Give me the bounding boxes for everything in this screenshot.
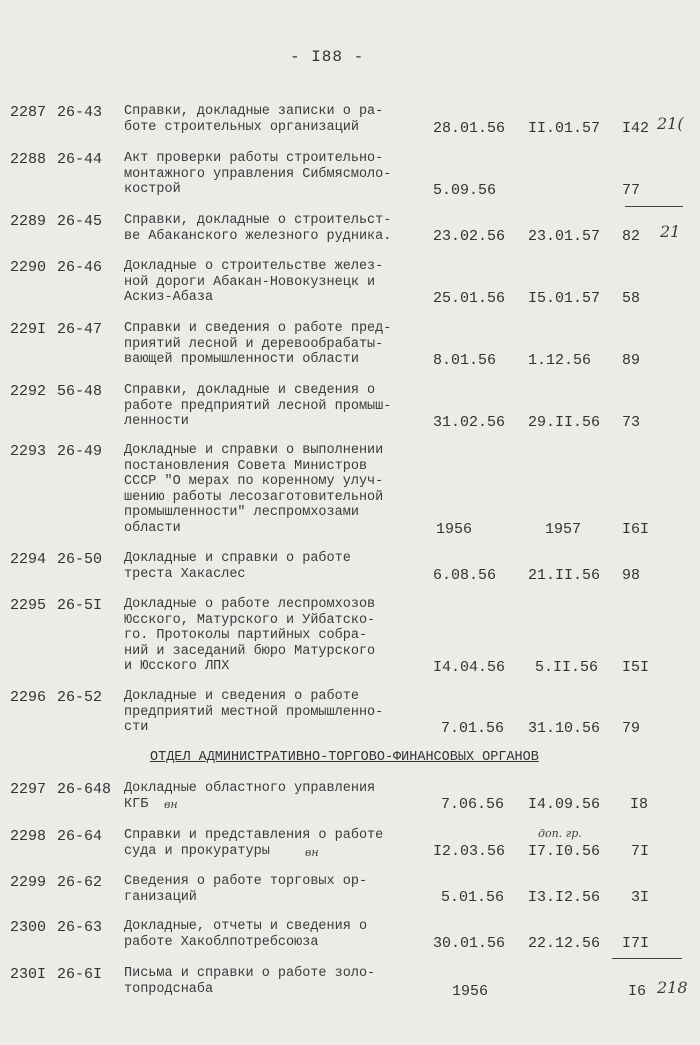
row-sheet-count: I6 xyxy=(628,983,647,1000)
row-start-date: I2.03.56 xyxy=(433,843,506,860)
row-end-date: II.01.57 xyxy=(528,120,601,137)
row-start-date: I4.04.56 xyxy=(433,659,506,676)
row-code: 26-43 xyxy=(57,104,103,121)
row-description: Докладные и справки о работе треста Хакаслес xyxy=(124,551,351,582)
row-description: Докладные и сведения о работе предприятий местной промышленно- сти xyxy=(124,689,384,735)
row-end-date: 29.II.56 xyxy=(528,414,601,431)
row-description: Докладные областного управления КГБ xyxy=(124,781,376,812)
row-code: 26-62 xyxy=(57,874,103,891)
row-sheet-count: I42 xyxy=(622,120,650,137)
row-description: Сведения о работе торговых ор- ганизаций xyxy=(124,874,368,905)
row-number: 2292 xyxy=(10,383,47,400)
row-description: Справки, докладные и сведения о работе предприятий лесной промыш- ленности xyxy=(124,383,392,429)
row-code: 26-52 xyxy=(57,689,103,706)
row-handwritten-note: 218 xyxy=(657,978,688,997)
row-description: Докладные о строительстве желез- ной дороги Абакан-Новокузнецк и Аскиз-Абаза xyxy=(124,259,384,305)
row-description: Справки, докладные записки о ра- боте строительных организаций xyxy=(124,104,384,135)
row-number: 2293 xyxy=(10,443,47,460)
row-end-date: I4.09.56 xyxy=(528,796,601,813)
row-sheet-count: I7I xyxy=(622,935,650,952)
handwritten-underline xyxy=(612,958,682,959)
row-code: 26-5I xyxy=(57,597,103,614)
row-number: 2295 xyxy=(10,597,47,614)
row-start-date: 5.09.56 xyxy=(433,182,497,199)
row-sheet-count: 77 xyxy=(622,182,641,199)
row-description: Докладные, отчеты и сведения о работе Хакоблпотребсоюза xyxy=(124,919,368,950)
row-number: 2289 xyxy=(10,213,47,230)
row-start-date: 6.08.56 xyxy=(433,567,497,584)
row-end-date: 31.10.56 xyxy=(528,720,601,737)
row-end-date: 21.II.56 xyxy=(528,567,601,584)
row-code: 26-648 xyxy=(57,781,112,798)
row-start-date: 30.01.56 xyxy=(433,935,506,952)
row-start-date: 8.01.56 xyxy=(433,352,497,369)
row-number: 229I xyxy=(10,321,47,338)
row-handwritten-note: 21( xyxy=(657,114,684,133)
row-number: 2300 xyxy=(10,919,47,936)
row-code: 26-46 xyxy=(57,259,103,276)
row-end-date: 22.12.56 xyxy=(528,935,601,952)
row-sheet-count: 89 xyxy=(622,352,641,369)
row-sheet-count: 79 xyxy=(622,720,641,737)
row-sheet-count: 3I xyxy=(631,889,650,906)
row-handwritten-note: 21 xyxy=(660,222,681,241)
row-number: 2288 xyxy=(10,151,47,168)
row-sheet-count: 58 xyxy=(622,290,641,307)
row-code: 26-64 xyxy=(57,828,103,845)
row-handwritten-note: вн xyxy=(164,798,178,811)
row-end-date: I3.I2.56 xyxy=(528,889,601,906)
row-start-date: 31.02.56 xyxy=(433,414,506,431)
row-number: 230I xyxy=(10,966,47,983)
row-end-date: 1957 xyxy=(545,521,582,538)
row-code: 26-63 xyxy=(57,919,103,936)
row-start-date: 1956 xyxy=(436,521,473,538)
row-code: 26-47 xyxy=(57,321,103,338)
row-sheet-count: I5I xyxy=(622,659,650,676)
row-end-date: I7.I0.56 xyxy=(528,843,601,860)
row-end-date: 5.II.56 xyxy=(535,659,599,676)
page-number: - I88 - xyxy=(290,48,365,66)
row-handwritten-note: вн xyxy=(305,846,319,859)
row-description: Акт проверки работы строительно- монтажного управления Сибмясмоло- кострой xyxy=(124,151,392,197)
row-code: 26-50 xyxy=(57,551,103,568)
row-sheet-count: 73 xyxy=(622,414,641,431)
row-code: 26-44 xyxy=(57,151,103,168)
row-start-date: 23.02.56 xyxy=(433,228,506,245)
row-sheet-count: I8 xyxy=(630,796,649,813)
row-code: 26-6I xyxy=(57,966,103,983)
row-description: Письма и справки о работе золо- топродснаба xyxy=(124,966,376,997)
row-description: Справки и представления о работе суда и прокуратуры xyxy=(124,828,384,859)
row-number: 2299 xyxy=(10,874,47,891)
row-number: 2290 xyxy=(10,259,47,276)
row-description: Докладные о работе леспромхозов Юсского, Матурского и Уйбатско- го. Протоколы партийных собра- ний и заседаний бюро Матурского и Юсского ЛПХ xyxy=(124,597,376,674)
row-description: Справки, докладные о строительст- ве Абаканского железного рудника. xyxy=(124,213,392,244)
row-number: 2297 xyxy=(10,781,47,798)
row-sheet-count: 7I xyxy=(631,843,650,860)
handwritten-underline xyxy=(625,206,683,207)
row-sheet-count: I6I xyxy=(622,521,650,538)
row-start-date: 7.06.56 xyxy=(441,796,505,813)
row-number: 2296 xyxy=(10,689,47,706)
row-description: Докладные и справки о выполнении постановления Совета Министров СССР "О мерах по коренному улуч- шению работы лесозаготовительной промышленности" леспромхозами области xyxy=(124,443,384,536)
row-sheet-count: 98 xyxy=(622,567,641,584)
row-code: 56-48 xyxy=(57,383,103,400)
row-number: 2287 xyxy=(10,104,47,121)
row-start-date: 7.01.56 xyxy=(441,720,505,737)
section-heading: ОТДЕЛ АДМИНИСТРАТИВНО-ТОРГОВО-ФИНАНСОВЫХ ОРГАНОВ xyxy=(150,750,539,765)
row-sheet-count: 82 xyxy=(622,228,641,245)
row-end-date: 23.01.57 xyxy=(528,228,601,245)
row-end-date: 1.12.56 xyxy=(528,352,592,369)
row-end-date: I5.01.57 xyxy=(528,290,601,307)
margin-handwritten-note: доп. гр. xyxy=(538,827,582,840)
row-code: 26-49 xyxy=(57,443,103,460)
row-start-date: 25.01.56 xyxy=(433,290,506,307)
row-start-date: 28.01.56 xyxy=(433,120,506,137)
row-start-date: 5.01.56 xyxy=(441,889,505,906)
row-description: Справки и сведения о работе пред- приятий лесной и деревообрабаты- вающей промышленности области xyxy=(124,321,392,367)
row-number: 2294 xyxy=(10,551,47,568)
row-number: 2298 xyxy=(10,828,47,845)
row-start-date: 1956 xyxy=(452,983,489,1000)
row-code: 26-45 xyxy=(57,213,103,230)
